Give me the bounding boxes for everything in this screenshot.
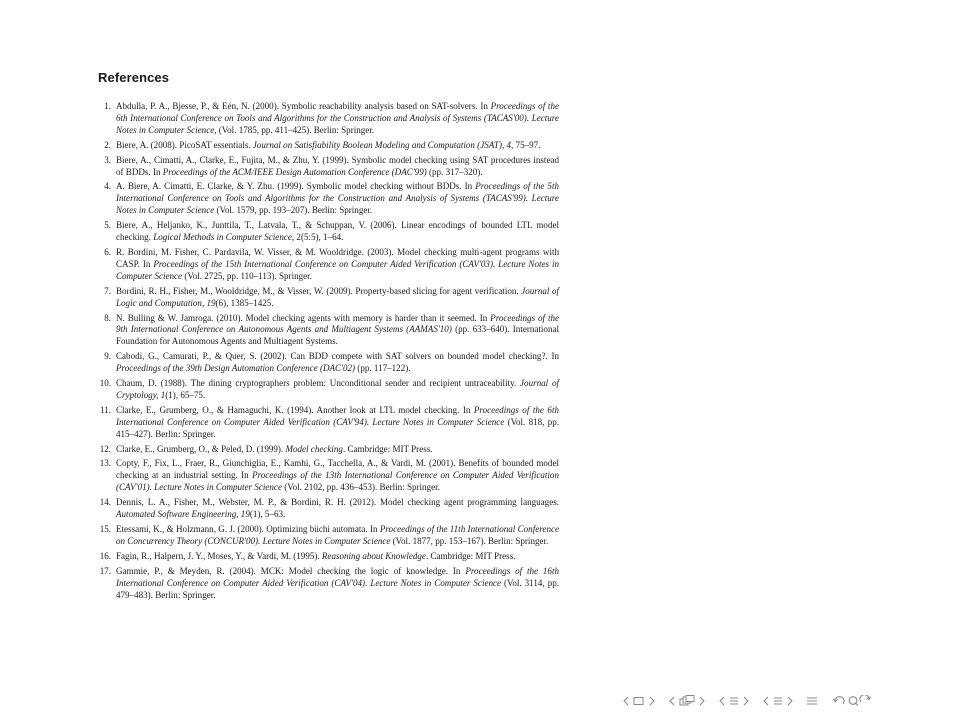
reference-number: 2.: [104, 139, 111, 150]
reference-text: Etessami, K., & Holzmann, G. J. (2000). Optimizing büchi automata. In: [116, 524, 380, 534]
reference-item: [97, 313, 559, 349]
reference-item: [97, 497, 559, 521]
reference-text: Copty, F., Fix, L., Fraer, R., Giunchiglia, E., Kamhi, G., Tacchella, A., & Vardi, M. (2001). Benefits of bounded model checking at an industrial setting. In: [116, 458, 559, 481]
reference-text: Cabodi, G., Camurati, P., & Quer, S. (2002). Can BDD compete with SAT solvers on bounded model checking?. In: [116, 351, 559, 362]
reference-item: [97, 101, 559, 137]
reference-item: [97, 351, 559, 375]
reference-text: (1), 5–63.: [249, 509, 286, 520]
reference-item: [97, 140, 559, 152]
reference-item: [97, 181, 559, 217]
nav-section-icon: [729, 696, 739, 706]
nav-next-frame-icon[interactable]: [647, 696, 656, 706]
reference-venue-italic: Proceedings of the 16th International Conference on Computer Aided Verification (CAV'04). Lecture Notes in Computer Science: [116, 565, 559, 588]
reference-number: 5.: [104, 220, 111, 231]
reference-venue-italic: Journal of Logic and Computation, 19: [116, 285, 559, 308]
reference-number: 16.: [99, 550, 111, 561]
reference-venue-italic: Proceedings of the 13th International Conference on Computer Aided Verification (CAV'01). Lecture Notes in Computer Science: [116, 470, 559, 493]
reference-item: [97, 247, 559, 283]
reference-number: 17.: [99, 565, 111, 576]
reference-text: (pp. 633–640). International Foundation for Autonomous Agents and Multiagent Systems.: [116, 324, 559, 347]
reference-text: Chaum, D. (1988). The dining cryptographers problem: Unconditional sender and recipient untraceability.: [116, 378, 521, 389]
reference-text: Gammie, P., & Meyden, R. (2004). MCK: Model checking the logic of knowledge. In: [116, 565, 466, 576]
reference-item: [97, 566, 559, 602]
reference-text: (Vol. 1579, pp. 193–207). Berlin: Springer.: [214, 205, 373, 216]
reference-text: R. Bordini, M. Fisher, C. Pardavila, W. Visser, & M. Wooldridge. (2003). Model checking multi-agent programs with CASP. In: [116, 246, 559, 269]
reference-venue-italic: Journal of Cryptology, 1: [116, 378, 559, 400]
reference-text: , 75–97.: [511, 139, 541, 150]
nav-prev-section-icon[interactable]: [718, 696, 727, 706]
reference-text: Clarke, E., Grumberg, O., & Peled, D. (1999).: [116, 443, 286, 454]
reference-venue-italic: Automated Software Engineering, 19: [116, 509, 250, 520]
reference-venue-italic: Proceedings of the ACM/IEEE Design Automation Conference (DAC'99): [162, 166, 427, 177]
reference-text: (6), 1385–1425.: [215, 297, 274, 308]
reference-number: 11.: [100, 404, 111, 415]
reference-text: . Cambridge: MIT Press.: [342, 443, 433, 454]
reference-text: (Vol. 3114, pp. 479–483). Berlin: Springer.: [116, 577, 560, 600]
nav-subsection-icon: [679, 695, 695, 707]
reference-venue-italic: Journal on Satisfiability Boolean Modeling and Computation (JSAT), 4: [252, 139, 512, 150]
nav-prev-doc-icon[interactable]: [762, 696, 771, 706]
reference-number: 3.: [104, 154, 111, 165]
reference-number: 12.: [99, 443, 111, 454]
reference-number: 7.: [104, 285, 111, 296]
reference-venue-italic: Proceedings of the 39th Design Automation Conference (DAC'02): [116, 363, 356, 374]
reference-venue-italic: Proceedings of the 9th International Conference on Autonomous Agents and Multiagent Systems (AAMAS'10): [116, 312, 560, 335]
reference-item: [97, 378, 559, 402]
reference-text: Biere, A. (2008). PicoSAT essentials.: [116, 139, 253, 150]
reference-item: [97, 286, 559, 310]
reference-text: Fagin, R., Halpern, J. Y., Moses, Y., & Vardi, M. (1995).: [116, 550, 322, 561]
reference-text: . Cambridge: MIT Press.: [425, 550, 516, 561]
nav-align-icon[interactable]: [806, 696, 818, 706]
reference-venue-italic: Model checking: [285, 443, 343, 454]
reference-number: 15.: [99, 524, 111, 534]
reference-item: [97, 458, 559, 494]
reference-number: 4.: [104, 181, 111, 192]
reference-text: , 2(5:5), 1–64.: [291, 232, 344, 243]
reference-item: [97, 551, 559, 563]
reference-list: [97, 101, 559, 604]
reference-venue-italic: Proceedings of the 6th International Conference on Tools and Algorithms for the Construction and Analysis of Systems (TACAS'00). Lecture Notes in Computer Science: [116, 101, 559, 135]
reference-item: [97, 524, 559, 548]
reference-item: [97, 220, 559, 244]
nav-prev-subsection-icon[interactable]: [668, 696, 677, 706]
reference-text: A. Biere, A. Cimatti, E. Clarke, & Y. Zhu. (1999). Symbolic model checking without BDDs. In: [116, 181, 476, 192]
nav-back-icon[interactable]: [832, 695, 846, 707]
beamer-navigation-bar: [622, 694, 885, 708]
nav-prev-frame-icon[interactable]: [622, 696, 631, 706]
nav-frame-icon: [633, 696, 645, 706]
reference-text: Biere, A., Cimatti, A., Clarke, E., Fujita, M., & Zhu, Y. (1999). Symbolic model checking using SAT procedures instead of BDDs. In: [116, 154, 559, 177]
nav-next-subsection-icon[interactable]: [697, 696, 706, 706]
reference-venue-italic: Proceedings of the 11th International Conference on Concurrency Theory (CONCUR'00). Lecture Notes in Computer Science: [116, 524, 559, 546]
reference-text: (pp. 317–320).: [426, 166, 483, 177]
reference-number: 10.: [99, 378, 111, 389]
reference-text: (pp. 117–122).: [355, 363, 411, 374]
reference-text: Abdulla, P. A., Bjesse, P., & Eén, N. (2000). Symbolic reachability analysis based on SAT-solvers. In: [116, 101, 491, 111]
reference-number: 1.: [104, 101, 111, 111]
nav-doc-icon: [773, 696, 783, 706]
nav-next-doc-icon[interactable]: [785, 696, 794, 706]
reference-text: N. Bulling & W. Jamroga. (2010). Model checking agents with memory is harder than it seemed. In: [116, 312, 491, 323]
reference-number: 8.: [104, 312, 111, 323]
reference-text: (Vol. 2102, pp. 436–453). Berlin: Springer.: [281, 482, 440, 493]
reference-text: Dennis, L. A., Fisher, M., Webster, M. P., & Bordini, R. H. (2012). Model checking agent programming languages.: [116, 497, 559, 508]
reference-venue-italic: Proceedings of the 5th International Conference on Tools and Algorithms for the Construction and Analysis of Systems (TACAS'99). Lecture Notes in Computer Science: [116, 181, 559, 216]
nav-next-section-icon[interactable]: [741, 696, 750, 706]
reference-text: (Vol. 818, pp. 415–427). Berlin: Springer.: [116, 416, 560, 439]
reference-text: Clarke, E., Grumberg, O., & Hamaguchi, K. (1994). Another look at LTL model checking. In: [116, 404, 474, 415]
reference-number: 9.: [104, 351, 111, 362]
reference-number: 14.: [99, 497, 111, 508]
page-title: References: [98, 70, 170, 85]
reference-venue-italic: Proceedings of the 15th International Conference on Computer Aided Verification (CAV'03). Lecture Notes in Computer Science: [116, 258, 560, 281]
reference-venue-italic: Proceedings of the 6th International Conference on Computer Aided Verification (CAV'94). Lecture Notes in Computer Science: [116, 404, 559, 427]
reference-item: [97, 405, 559, 441]
reference-number: 13.: [99, 458, 111, 469]
reference-text: (Vol. 2725, pp. 110–113). Springer.: [182, 270, 312, 281]
reference-item: [97, 444, 559, 456]
reference-text: (Vol. 1877, pp. 153–167). Berlin: Springer.: [390, 535, 549, 546]
reference-item: [97, 155, 559, 179]
reference-text: Biere, A., Heljanko, K., Junttila, T., Latvala, T., & Schuppan, V. (2006). Linear encodings of bounded LTL model checking.: [116, 220, 559, 243]
reference-number: 6.: [104, 246, 111, 257]
reference-text: , (Vol. 1785, pp. 411–425). Berlin: Springer.: [214, 124, 375, 135]
reference-text: (1), 65–75.: [165, 389, 206, 400]
nav-search-icon[interactable]: [847, 695, 873, 707]
reference-venue-italic: Reasoning about Knowledge: [321, 550, 426, 561]
reference-venue-italic: Logical Methods in Computer Science: [153, 232, 292, 243]
reference-text: Bordini, R. H., Fisher, M., Wooldridge, M., & Visser, W. (2009). Property-based slicing for agent verification.: [116, 285, 522, 296]
